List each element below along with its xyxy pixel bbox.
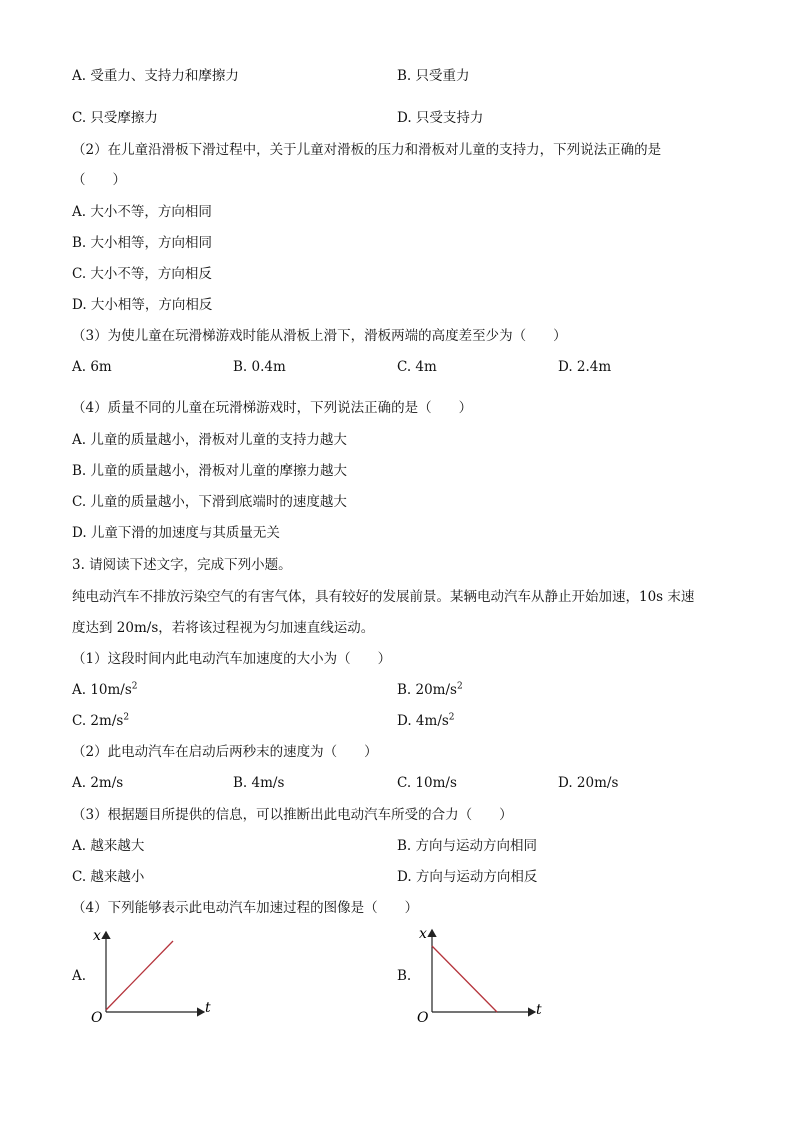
graph-a-plot-line: [106, 941, 173, 1010]
s1-option-c: C. $2m/s^2$: [72, 712, 130, 729]
q2-paren: （ ）: [72, 172, 126, 188]
s4-option-b-label: B.: [397, 968, 412, 984]
s2-option-a: A. 2m/s: [72, 775, 124, 791]
problem3-title: 3. 请阅读下述文字，完成下列小题。: [72, 557, 292, 573]
q2-option-a: A. 大小不等，方向相同: [72, 204, 212, 220]
graph-b-x-label: t: [536, 1002, 542, 1018]
s2-option-c: C. 10m/s: [397, 775, 457, 791]
q4-option-b: B. 儿童的质量越小，滑板对儿童的摩擦力越大: [72, 463, 348, 479]
s3-option-d: D. 方向与运动方向相反: [397, 869, 538, 885]
s4-stem: （4）下列能够表示此电动汽车加速过程的图像是（ ）: [72, 900, 419, 916]
s1-stem: （1）这段时间内此电动汽车加速度的大小为（ ）: [72, 651, 392, 667]
q1-option-b: B. 只受重力: [397, 68, 470, 84]
q3-option-b: B. 0.4m: [233, 359, 286, 375]
graph-a: [88, 924, 218, 1024]
s2-option-b: B. 4m/s: [233, 775, 285, 791]
q1-option-c: C. 只受摩擦力: [72, 110, 158, 126]
graph-a-origin: O: [91, 1010, 103, 1024]
graph-a-x-label: t: [205, 1000, 211, 1016]
q4-stem: （4）质量不同的儿童在玩滑梯游戏时，下列说法正确的是（ ）: [72, 400, 473, 416]
q2-option-b: B. 大小相等，方向相同: [72, 235, 213, 251]
q2-option-d: D. 大小相等，方向相反: [72, 297, 213, 313]
s1-option-a: A. $10m/s^2$: [72, 681, 138, 698]
graph-b-origin: O: [417, 1010, 429, 1024]
problem3-passage-line1: 纯电动汽车不排放污染空气的有害气体，具有较好的发展前景。某辆电动汽车从静止开始加速，10s 末速: [72, 589, 695, 605]
s3-option-b: B. 方向与运动方向相同: [397, 838, 538, 854]
s3-stem: （3）根据题目所提供的信息，可以推断出此电动汽车所受的合力（ ）: [72, 807, 513, 823]
problem3-passage-line2: 度达到 20m/s，若将该过程视为匀加速直线运动。: [72, 620, 375, 636]
s3-option-a: A. 越来越大: [72, 838, 145, 854]
s1-option-b: B. $20m/s^2$: [397, 681, 463, 698]
graph-b-plot-line: [432, 946, 497, 1012]
s2-option-d: D. 20m/s: [558, 775, 619, 791]
q3-stem: （3）为使儿童在玩滑梯游戏时能从滑板上滑下，滑板两端的高度差至少为（ ）: [72, 328, 567, 344]
q2-stem: （2）在儿童沿滑板下滑过程中，关于儿童对滑板的压力和滑板对儿童的支持力，下列说法正确的是: [72, 142, 662, 158]
q4-option-a: A. 儿童的质量越小，滑板对儿童的支持力越大: [72, 432, 347, 448]
graph-a-y-label: x: [93, 928, 101, 944]
graph-b-y-label: x: [419, 926, 427, 942]
q3-option-c: C. 4m: [397, 359, 437, 375]
q3-option-a: A. 6m: [72, 359, 112, 375]
q2-option-c: C. 大小不等，方向相反: [72, 266, 212, 282]
q4-option-c: C. 儿童的质量越小，下滑到底端时的速度越大: [72, 494, 347, 510]
s2-stem: （2）此电动汽车在启动后两秒末的速度为（ ）: [72, 744, 378, 760]
q1-option-a: A. 受重力、支持力和摩擦力: [72, 68, 239, 84]
s4-option-a-label: A.: [72, 968, 87, 984]
q4-option-d: D. 儿童下滑的加速度与其质量无关: [72, 525, 280, 541]
graph-b: [413, 924, 553, 1024]
q3-option-d: D. 2.4m: [558, 359, 612, 375]
s1-option-d: D. $4m/s^2$: [397, 712, 455, 729]
q1-option-d: D. 只受支持力: [397, 110, 484, 126]
s3-option-c: C. 越来越小: [72, 869, 145, 885]
